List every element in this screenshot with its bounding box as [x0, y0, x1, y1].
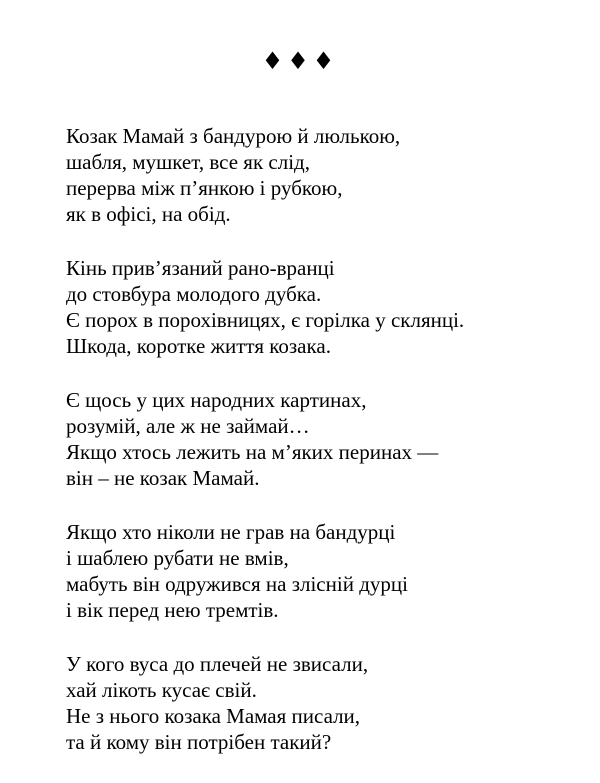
- poem-line: Шкода, коротке життя козака.: [66, 334, 331, 358]
- poem-line: і вік перед нею тремтів.: [66, 598, 279, 622]
- poem-line: та й кому він потрібен такий?: [66, 730, 332, 754]
- poem-line: перерва між п’янкою і рубкою,: [66, 176, 343, 200]
- poem-line: розумій, але ж не займай…: [66, 414, 310, 438]
- poem-line: він – не козак Мамай.: [66, 466, 260, 490]
- poem-line: до стовбура молодого дубка.: [66, 282, 322, 306]
- stanza-1: [66, 123, 586, 227]
- stanza-5: [66, 651, 586, 755]
- poem-body: [66, 123, 586, 783]
- stanza-4: [66, 519, 586, 623]
- stanza-3: [66, 387, 586, 491]
- poem-line: Якщо хтось лежить на м’яких перинах —: [66, 440, 439, 464]
- poem-line: Є щось у цих народних картинах,: [66, 388, 367, 412]
- poem-line: Є порох в порохівницях, є горілка у склянці.: [66, 308, 465, 332]
- poem-line: як в офісі, на обід.: [66, 202, 231, 226]
- stanza-2: [66, 255, 586, 359]
- poem-line: і шаблею рубати не вмів,: [66, 546, 289, 570]
- poem-line: Козак Мамай з бандурою й люлькою,: [66, 124, 401, 148]
- poem-line: У кого вуса до плечей не звисали,: [66, 652, 369, 676]
- diamond-ornament: ♦♦♦: [261, 47, 339, 75]
- poem-line: Якщо хто ніколи не грав на бандурці: [66, 520, 396, 544]
- poem-line: хай лікоть кусає свій.: [66, 678, 257, 702]
- poem-line: шабля, мушкет, все як слід,: [66, 150, 310, 174]
- poem-line: Кінь прив’язаний рано-вранці: [66, 256, 335, 280]
- poem-line: мабуть він одружився на злісній дурці: [66, 572, 408, 596]
- poem-line: Не з нього козака Мамая писали,: [66, 704, 361, 728]
